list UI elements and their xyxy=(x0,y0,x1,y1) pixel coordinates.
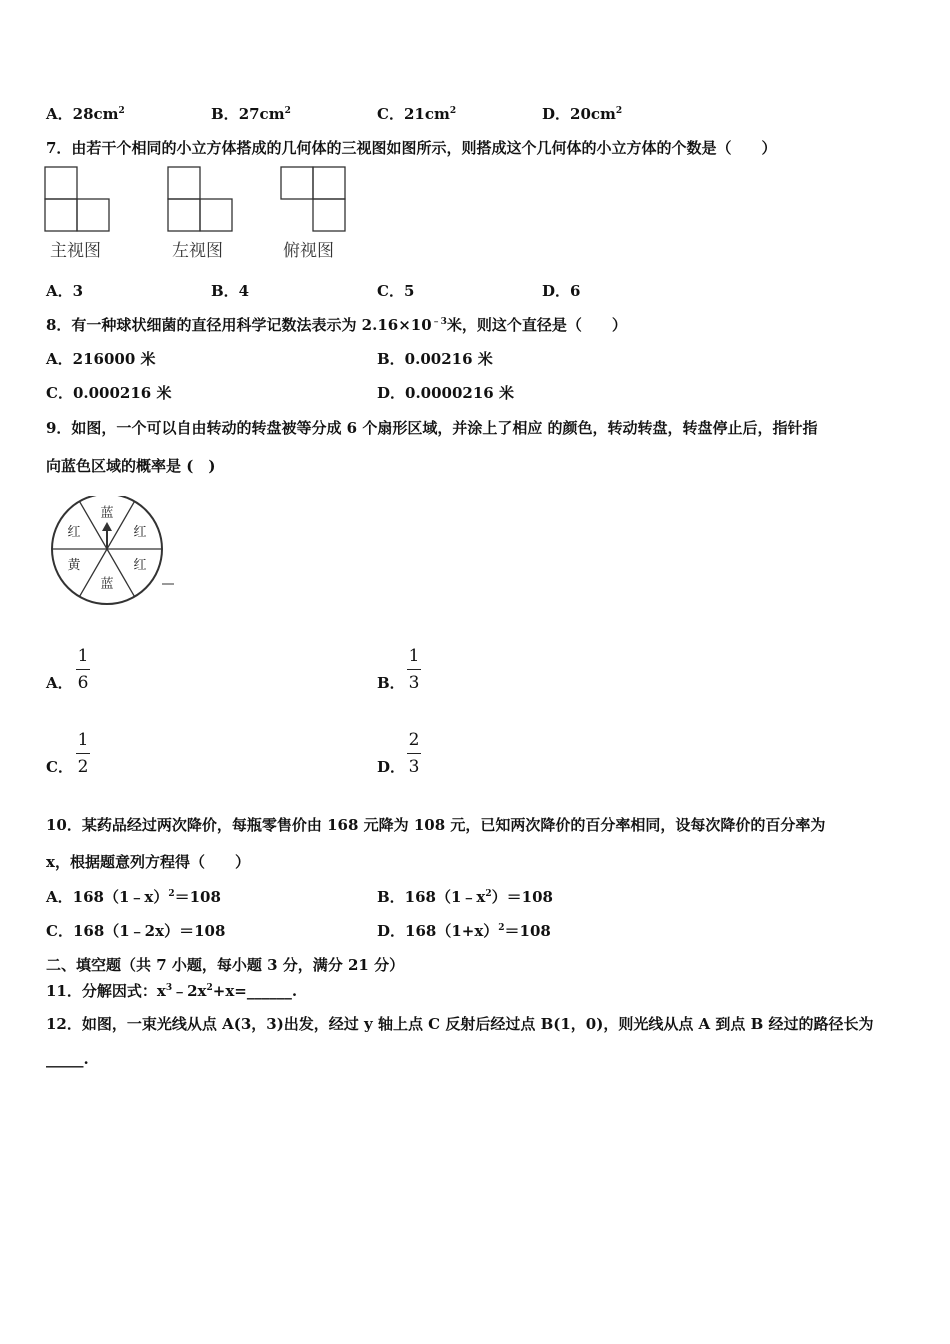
q9-stem-line2: 向蓝色区域的概率是 ( ) xyxy=(46,457,216,475)
left-view-label: 左视图 xyxy=(172,241,223,261)
q8-option-a: A．216000 米 xyxy=(46,350,156,368)
q9-option-d-label: D． xyxy=(377,758,406,776)
sector-label: 红 xyxy=(133,525,147,540)
q10-option-c: C．168（1﹣2x）＝108 xyxy=(46,922,226,940)
q6-option-c: C．$21cm^2$ xyxy=(377,105,457,123)
q6-option-d: D．$20cm^2$ xyxy=(542,105,623,123)
q9-stem-line1: 9．如图，一个可以自由转动的转盘被等分成 6 个扇形区域，并涂上了相应 的颜色，转动转盘，转盘停止后，指针指 xyxy=(46,419,818,437)
spinner-figure xyxy=(46,496,176,608)
q6-option-b: B．$27cm^2$ xyxy=(211,105,291,123)
q10-option-d: D．$168(1+x)^2=108$ xyxy=(377,922,551,940)
q9-option-b-fraction: 1 3 xyxy=(408,646,420,693)
q9-option-b-label: B． xyxy=(377,674,405,692)
q10-stem-line2: x，根据题意列方程得（ ） xyxy=(46,853,250,871)
sector-label: 红 xyxy=(133,558,147,573)
q7-stem: 7．由若干个相同的小立方体搭成的几何体的三视图如图所示，则搭成这个几何体的小立方体的个数是（ ） xyxy=(46,139,777,157)
q9-option-d-fraction: 2 3 xyxy=(408,730,420,777)
top-view-figure xyxy=(280,166,350,236)
sector-label: 黄 xyxy=(67,558,81,573)
q7-option-d: D．6 xyxy=(542,282,581,300)
q8-option-b: B．0.00216 米 xyxy=(377,350,493,368)
q9-option-a-fraction: 1 6 xyxy=(77,646,89,693)
q10-stem-line1: 10．某药品经过两次降价，每瓶零售价由 168 元降为 108 元，已知两次降价的百分率相同，设每次降价的百分率为 xyxy=(46,816,826,834)
front-view-figure xyxy=(44,166,114,236)
q11-stem: 11．分解因式：$x^3﹣2x^2+x=\_\_\_\_\_\_$. xyxy=(46,982,298,1000)
q8-option-d: D．0.0000216 米 xyxy=(377,384,514,402)
q8-option-c: C．0.000216 米 xyxy=(46,384,172,402)
q9-option-c-fraction: 1 2 xyxy=(77,730,89,777)
q7-option-b: B．4 xyxy=(211,282,250,300)
top-view-label: 俯视图 xyxy=(283,241,334,261)
q12-stem-line1: 12．如图，一束光线从点 A(3，3)出发，经过 y 轴上点 C 反射后经过点 B(1，0)，则光线从点 A 到点 B 经过的路径长为 xyxy=(46,1015,874,1033)
q9-option-a-label: A． xyxy=(46,674,73,692)
q10-option-b: B．$168(1﹣x^2)=108$ xyxy=(377,888,553,906)
q12-stem-line2: _____. xyxy=(46,1050,89,1068)
front-view-label: 主视图 xyxy=(50,241,101,261)
sector-label: 红 xyxy=(67,525,81,540)
sector-label: 蓝 xyxy=(100,506,114,521)
section-2-title: 二、填空题（共 7 小题，每小题 3 分，满分 21 分） xyxy=(46,956,405,974)
q7-option-a: A．3 xyxy=(46,282,84,300)
q7-option-c: C．5 xyxy=(377,282,415,300)
q8-stem: 8．有一种球状细菌的直径用科学记数法表示为 $2.16\times 10^{﹣3}$米，则这个直径是（ ） xyxy=(46,316,627,334)
left-view-figure xyxy=(167,166,237,236)
q9-option-c-label: C． xyxy=(46,758,73,776)
sector-label: 蓝 xyxy=(100,577,114,592)
q6-option-a: A．$28cm^2$ xyxy=(46,105,125,123)
q10-option-a: A．168（1﹣x）$^2$＝108 xyxy=(46,888,221,906)
